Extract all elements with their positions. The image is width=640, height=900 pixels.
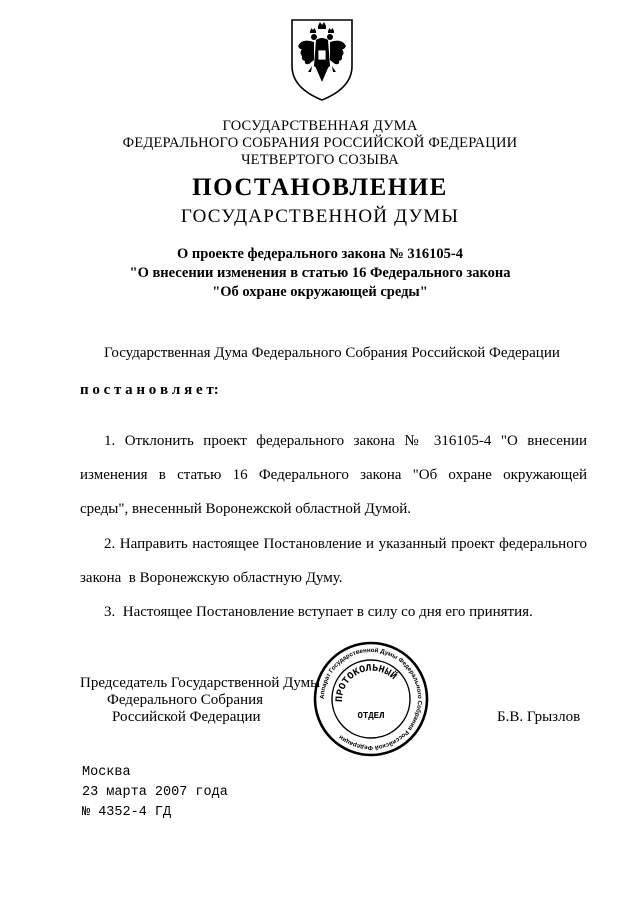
official-stamp <box>312 640 430 758</box>
subject-line-1: О проекте федерального закона № 316105-4 <box>176 246 464 262</box>
stamp-center-text: ОТДЕЛ <box>357 711 385 721</box>
preamble: Государственная Дума Федерального Собрания Российской Федерации <box>104 345 560 361</box>
footer-date: 23 марта 2007 года <box>82 785 228 800</box>
stamp-inner-text: ПРОТОКОЛЬНЫЙ <box>334 663 399 703</box>
item-2-line-1: 2. Направить настоящее Постановление и указанный проект федерального <box>104 536 587 552</box>
signatory-title-line-2: Федерального Собрания <box>107 692 264 708</box>
document-title: ПОСТАНОВЛЕНИЕ <box>192 174 448 201</box>
item-3: 3. Настоящее Постановление вступает в силу со дня его принятия. <box>104 604 533 620</box>
org-line-1: ГОСУДАРСТВЕННАЯ ДУМА <box>222 118 418 134</box>
item-1-line-3: среды", внесенный Воронежской областной Думой. <box>80 501 411 517</box>
signatory-title-line-3: Российской Федерации <box>112 709 261 725</box>
svg-text:Аппарат Государственной Думы Ф <box>319 647 423 751</box>
resolves-word: п о с т а н о в л я е т: <box>80 382 219 398</box>
footer-number: № 4352-4 ГД <box>82 805 172 820</box>
subject-line-2: "О внесении изменения в статью 16 Федерального закона <box>129 265 511 281</box>
item-1-line-2: изменения в статью 16 Федерального закона "Об охране окружающей <box>80 467 587 483</box>
stamp-outer-text: Аппарат Государственной Думы Федерального Собрания Российской Федерации <box>318 646 424 752</box>
org-line-3: ЧЕТВЕРТОГО СОЗЫВА <box>241 152 399 168</box>
coat-of-arms-emblem <box>286 16 358 104</box>
subject-line-3: "Об охране окружающей среды" <box>212 284 428 300</box>
footer-city: Москва <box>82 765 131 780</box>
signatory-name: Б.В. Грызлов <box>497 709 581 725</box>
signatory-title-line-1: Председатель Государственной Думы <box>80 675 321 691</box>
item-1-line-1: 1. Отклонить проект федерального закона № 316105-4 "О внесении <box>104 433 587 449</box>
document-subtitle: ГОСУДАРСТВЕННОЙ ДУМЫ <box>180 206 460 227</box>
org-line-2: ФЕДЕРАЛЬНОГО СОБРАНИЯ РОССИЙСКОЙ ФЕДЕРАЦИИ <box>122 135 518 151</box>
item-2-line-2: закона в Воронежскую областную Думу. <box>80 570 343 586</box>
